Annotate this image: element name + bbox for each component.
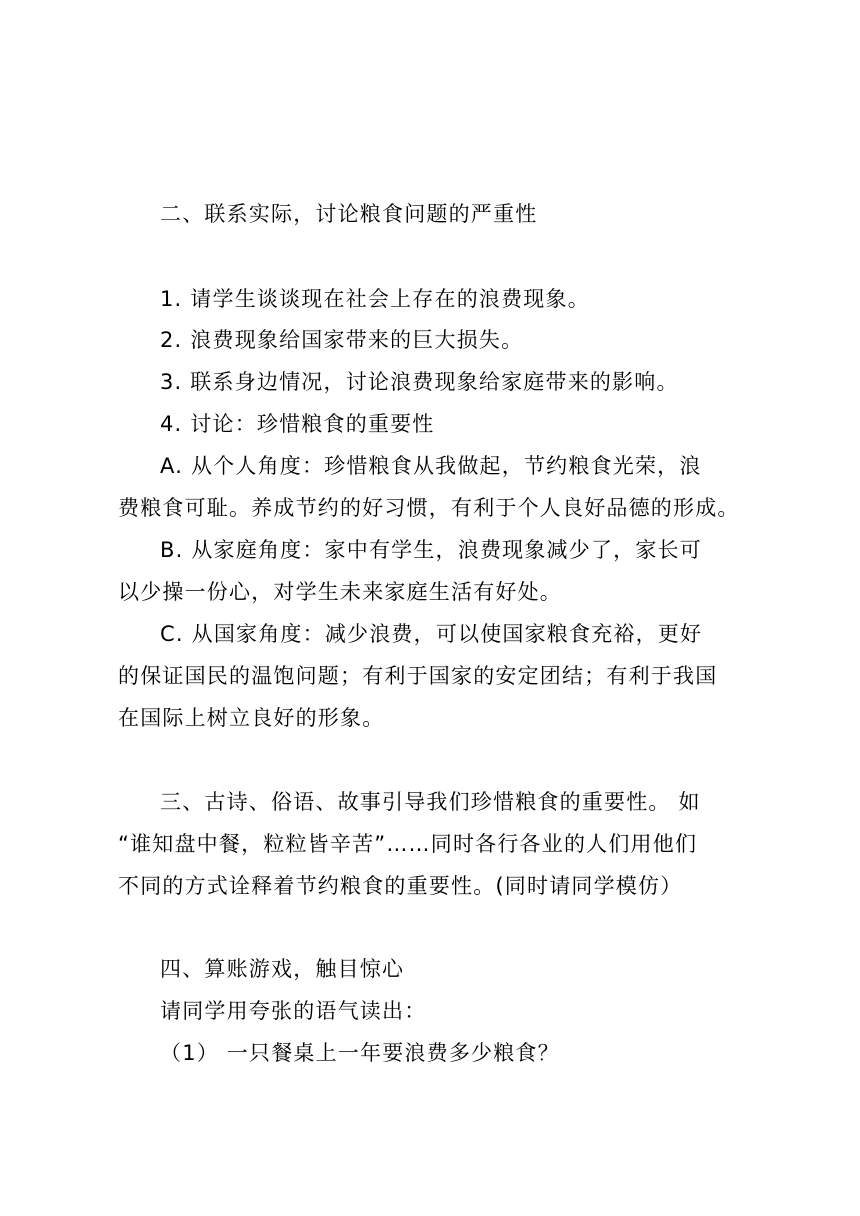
point-c-line-1: C. 从国家角度：减少浪费，可以使国家粮食充裕，更好 [160,622,703,646]
section-4-heading: 四、算账游戏，触目惊心 [160,957,405,981]
list-item-3: 3. 联系身边情况，讨论浪费现象给家庭带来的影响。 [160,370,679,394]
point-c-line-3: 在国际上树立良好的形象。 [118,706,385,730]
section-3-line-3: 不同的方式诠释着节约粮食的重要性。(同时请同学模仿） [118,874,683,898]
list-item-1: 1. 请学生谈谈现在社会上存在的浪费现象。 [160,287,590,311]
list-item-4: 4. 讨论：珍惜粮食的重要性 [160,412,435,436]
section-3-line-1: 三、古诗、俗语、故事引导我们珍惜粮食的重要性。 如 [160,790,701,814]
point-b-line-1: B. 从家庭角度：家中有学生，浪费现象减少了，家长可 [160,538,702,562]
point-a-line-1: A. 从个人角度：珍惜粮食从我做起，节约粮食光荣，浪 [160,454,702,478]
question-1: （1） 一只餐桌上一年要浪费多少粮食？ [160,1041,560,1065]
list-item-2: 2. 浪费现象给国家带来的巨大损失。 [160,328,524,352]
section-4-intro: 请同学用夸张的语气读出： [160,999,427,1023]
section-3-line-2: “谁知盘中餐，粒粒皆辛苦”……同时各行各业的人们用他们 [118,832,698,856]
point-b-line-2: 以少操一份心，对学生未来家庭生活有好处。 [118,580,562,604]
section-2-heading: 二、联系实际，讨论粮食问题的严重性 [160,202,538,226]
point-a-line-2: 费粮食可耻。养成节约的好习惯，有利于个人良好品德的形成。 [118,496,740,520]
point-c-line-2: 的保证国民的温饱问题；有利于国家的安定团结；有利于我国 [118,664,718,688]
